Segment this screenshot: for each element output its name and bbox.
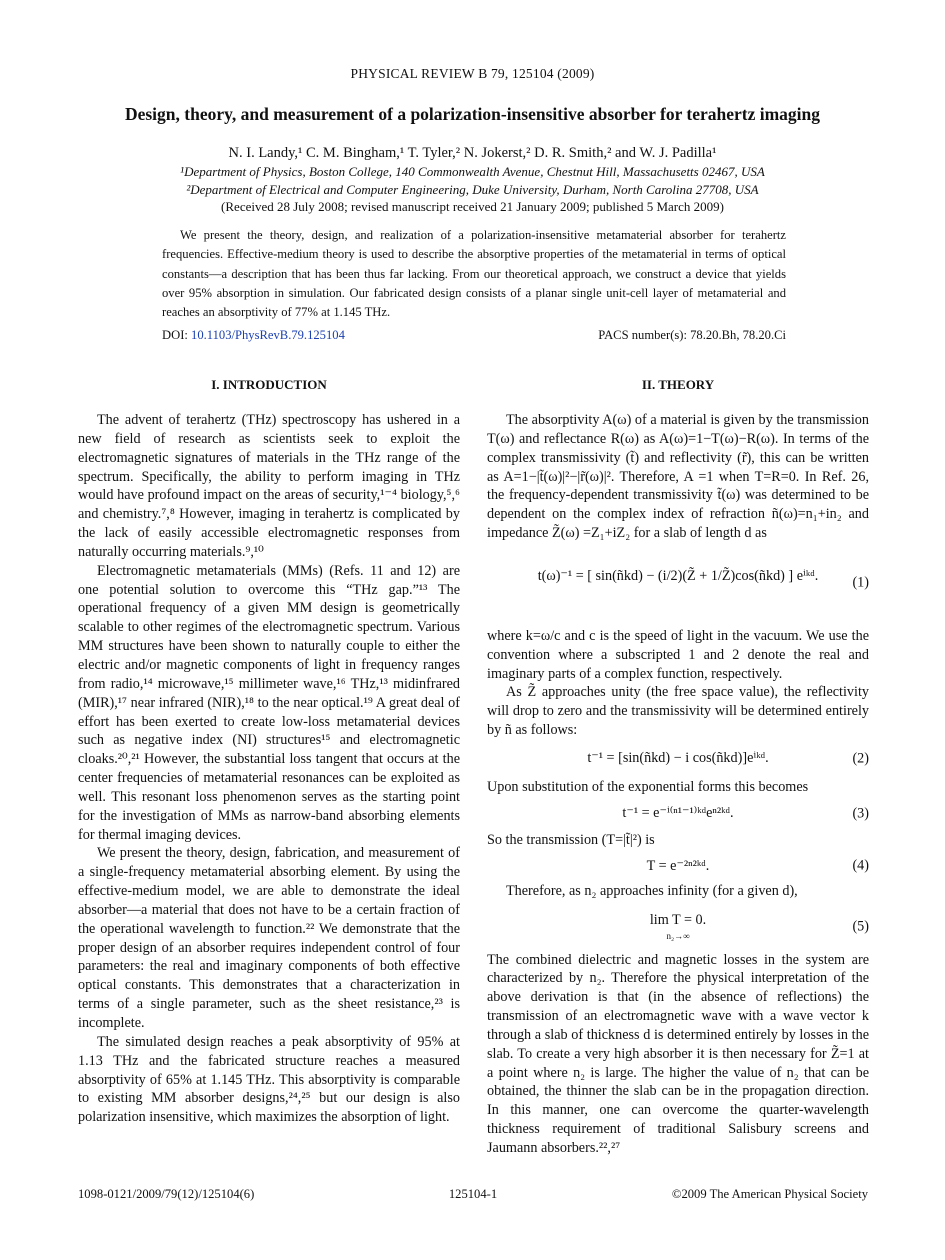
theory-paragraph-1: The absorptivity A(ω) of a material is given by the transmission T(ω) and reflectance R(ω) as A(ω)=1−T(ω)−R(ω). In terms of the complex transmissivity (t̃) and reflectivity (r̃), this can be written as A=1−|t̃(ω)|²−|r̃(ω)|². Therefore, A =1 when T=R=0. In Ref. 26, the frequency-dependent transmissivity t̃(ω) was determined to be dependent on the complex index of refraction ñ(ω)=n₁+in₂ and impedance Z̃(ω) =Z₁+iZ₂ for a slab of length d as (487, 412, 869, 542)
theory-paragraph-6: Therefore, as n₂ approaches infinity (for a given d), (506, 882, 798, 899)
intro-paragraph-1: The advent of terahertz (THz) spectroscopy has ushered in a new field of research as scientists seek to exploit the electromagnetic signatures of materials in the THz range of the spectrum. Specifically, the ability to perform imaging in THz would have profound impact on the areas of security,¹⁻⁴ biology,⁵,⁶ and chemistry.⁷,⁸ However, imaging in terahertz is complicated by the lack of easily accessible electromagnetic responses from naturally occurring materials.⁹,¹⁰ (78, 412, 460, 560)
equation-3 (487, 799, 869, 829)
equation-5-limit-subscript: n₂→∞ (666, 931, 690, 942)
equation-4-number: (4) (852, 857, 869, 874)
doi-line (162, 328, 786, 343)
equation-4 (487, 852, 869, 880)
equation-2-number: (2) (852, 750, 869, 767)
received-dates: (Received 28 July 2008; revised manuscript received 21 January 2009; published 5 March 2009) (221, 199, 724, 214)
intro-paragraph-2: Electromagnetic metamaterials (MMs) (Refs. 11 and 12) are one potential solution to overcome this “THz gap.”¹³ The operational frequency of a given MM design is geometrically scalable to other regimes of the electromagnetic spectrum. Various MM structures have been shown to naturally couple to either the electric and/or magnetic components of light in frequency ranges from radio,¹⁴ microwave,¹⁵ millimeter wave,¹⁶ THz,¹³ midinfrared (MIR),¹⁷ near infrared (NIR),¹⁸ to the near optical.¹⁹ A great deal of effort has been exerted to create low-loss metamaterial devices such as negative index (NI) structures¹⁵ and electromagnetic cloaks.²⁰,²¹ However, the substantial loss tangent that occurs at the center frequencies of metamaterial resonances can be exploited as well. This resonant loss phenomenon serves as the starting point for the investigation of MMs as narrow-band absorbing elements for thermal imaging devices. (78, 562, 460, 843)
equation-5-number: (5) (852, 918, 869, 935)
equation-2-body: t⁻¹ = [sin(ñkd) − i cos(ñkd)]eⁱᵏᵈ. (587, 749, 769, 766)
paper-title: Design, theory, and measurement of a polarization-insensitive absorber for terahertz imaging (124, 104, 821, 124)
pacs-numbers: PACS number(s): 78.20.Bh, 78.20.Ci (598, 328, 786, 342)
theory-paragraph-5: So the transmission (T=|t̃|²) is (487, 831, 655, 848)
intro-paragraph-3: We present the theory, design, fabrication, and measurement of a single-frequency metamaterial absorbing element. By using the effective-medium model, we are able to demonstrate the ideal absorber—a material that does not have to be a certain fraction of the operational wavelength to function.²² We demonstrate that the proper design of an absorber requires independent control of four parameters: the real and imaginary components of both effective optical constants. This demonstrates that a characterization in terms of a single parameter, such as the sheet resistance,²³ is incomplete. (78, 845, 460, 1031)
equation-2 (487, 744, 869, 774)
theory-paragraph-7: The combined dielectric and magnetic losses in the system are characterized by n₂. Therefore the physical interpretation of the above derivation is that (in the absence of reflections) the transmission of an electromagnetic wave with a wave vector k through a slab of thickness d is determined entirely by losses in the slab. To create a very high absorber it is then necessary for Z̃=1 at a point where n₂ is large. The higher the value of n₂ that can be obtained, the thinner the slab can be in the propagation direction. In this manner, one can overcome the quarter-wavelength thickness requirement of traditional Salisbury screens and Jaumann absorbers.²²,²⁷ (487, 951, 869, 1156)
right-column (487, 377, 869, 1158)
doi-label: DOI: (162, 328, 188, 342)
running-head: PHYSICAL REVIEW B 79, 125104 (2009) (350, 66, 595, 81)
footer-page-number: 125104-1 (448, 1187, 498, 1201)
footer-copyright: ©2009 The American Physical Society (671, 1187, 868, 1201)
equation-1-body: t(ω)⁻¹ = [ sin(ñkd) − (i/2)(Z̃ + 1/Z̃)cos(ñkd) ] eⁱᵏᵈ. (537, 567, 819, 584)
theory-paragraph-4: Upon substitution of the exponential forms this becomes (487, 778, 809, 795)
equation-3-number: (3) (852, 805, 869, 822)
equation-1-number: (1) (852, 574, 869, 591)
affiliation-2: ²Department of Electrical and Computer Engineering, Duke University, Durham, North Carolina 27708, USA (186, 182, 759, 197)
abstract: We present the theory, design, and realization of a polarization-insensitive metamaterial absorber for terahertz frequencies. Effective-medium theory is used to describe the absorptive properties of the metamaterial in terms of optical constants—a description that has been thus far lacking. From our theoretical approach, we construct a device that yields over 95% absorption in simulation. Our fabricated design consists of a planar single unit-cell layer of metamaterial and reaches an absorptivity of 77% at 1.145 THz. (162, 228, 786, 320)
section-heading-introduction: I. INTRODUCTION (211, 377, 327, 392)
equation-5 (487, 905, 869, 949)
footer-issn: 1098-0121/2009/79(12)/125104(6) (78, 1187, 255, 1201)
equation-1 (487, 545, 869, 621)
left-column (78, 377, 460, 1127)
doi-link[interactable]: 10.1103/PhysRevB.79.125104 (191, 328, 345, 342)
affiliation-1: ¹Department of Physics, Boston College, 140 Commonwealth Avenue, Chestnut Hill, Massachusetts 02467, USA (180, 164, 765, 179)
theory-paragraph-3: As Z̃ approaches unity (the free space value), the reflectivity will drop to zero and the transmissivity will be determined entirely by ñ as follows: (487, 684, 869, 739)
equation-5-body (650, 905, 706, 947)
equation-5-expression: lim T = 0. (649, 911, 707, 928)
intro-paragraph-4: The simulated design reaches a peak absorptivity of 95% at 1.13 THz and the fabricated structure reaches a measured absorptivity of 65% at 1.145 THz. This absorptivity is comparable to existing MM absorber designs,²⁴,²⁵ but our design is also polarization insensitive, which maximizes the absorption of light. (78, 1033, 460, 1126)
theory-paragraph-2: where k=ω/c and c is the speed of light in the vacuum. We use the convention where a subscripted 1 and 2 denote the real and imaginary parts of a complex function, respectively. (487, 627, 869, 682)
section-heading-theory: II. THEORY (641, 377, 715, 392)
equation-3-body: t⁻¹ = e⁻ⁱ⁽ⁿ¹⁻¹⁾ᵏᵈeⁿ²ᵏᵈ. (622, 804, 734, 821)
author-list: N. I. Landy,¹ C. M. Bingham,¹ T. Tyler,² N. Jokerst,² D. R. Smith,² and W. J. Padilla¹ (228, 145, 717, 161)
equation-4-body: T = e⁻²ⁿ²ᵏᵈ. (646, 857, 710, 874)
